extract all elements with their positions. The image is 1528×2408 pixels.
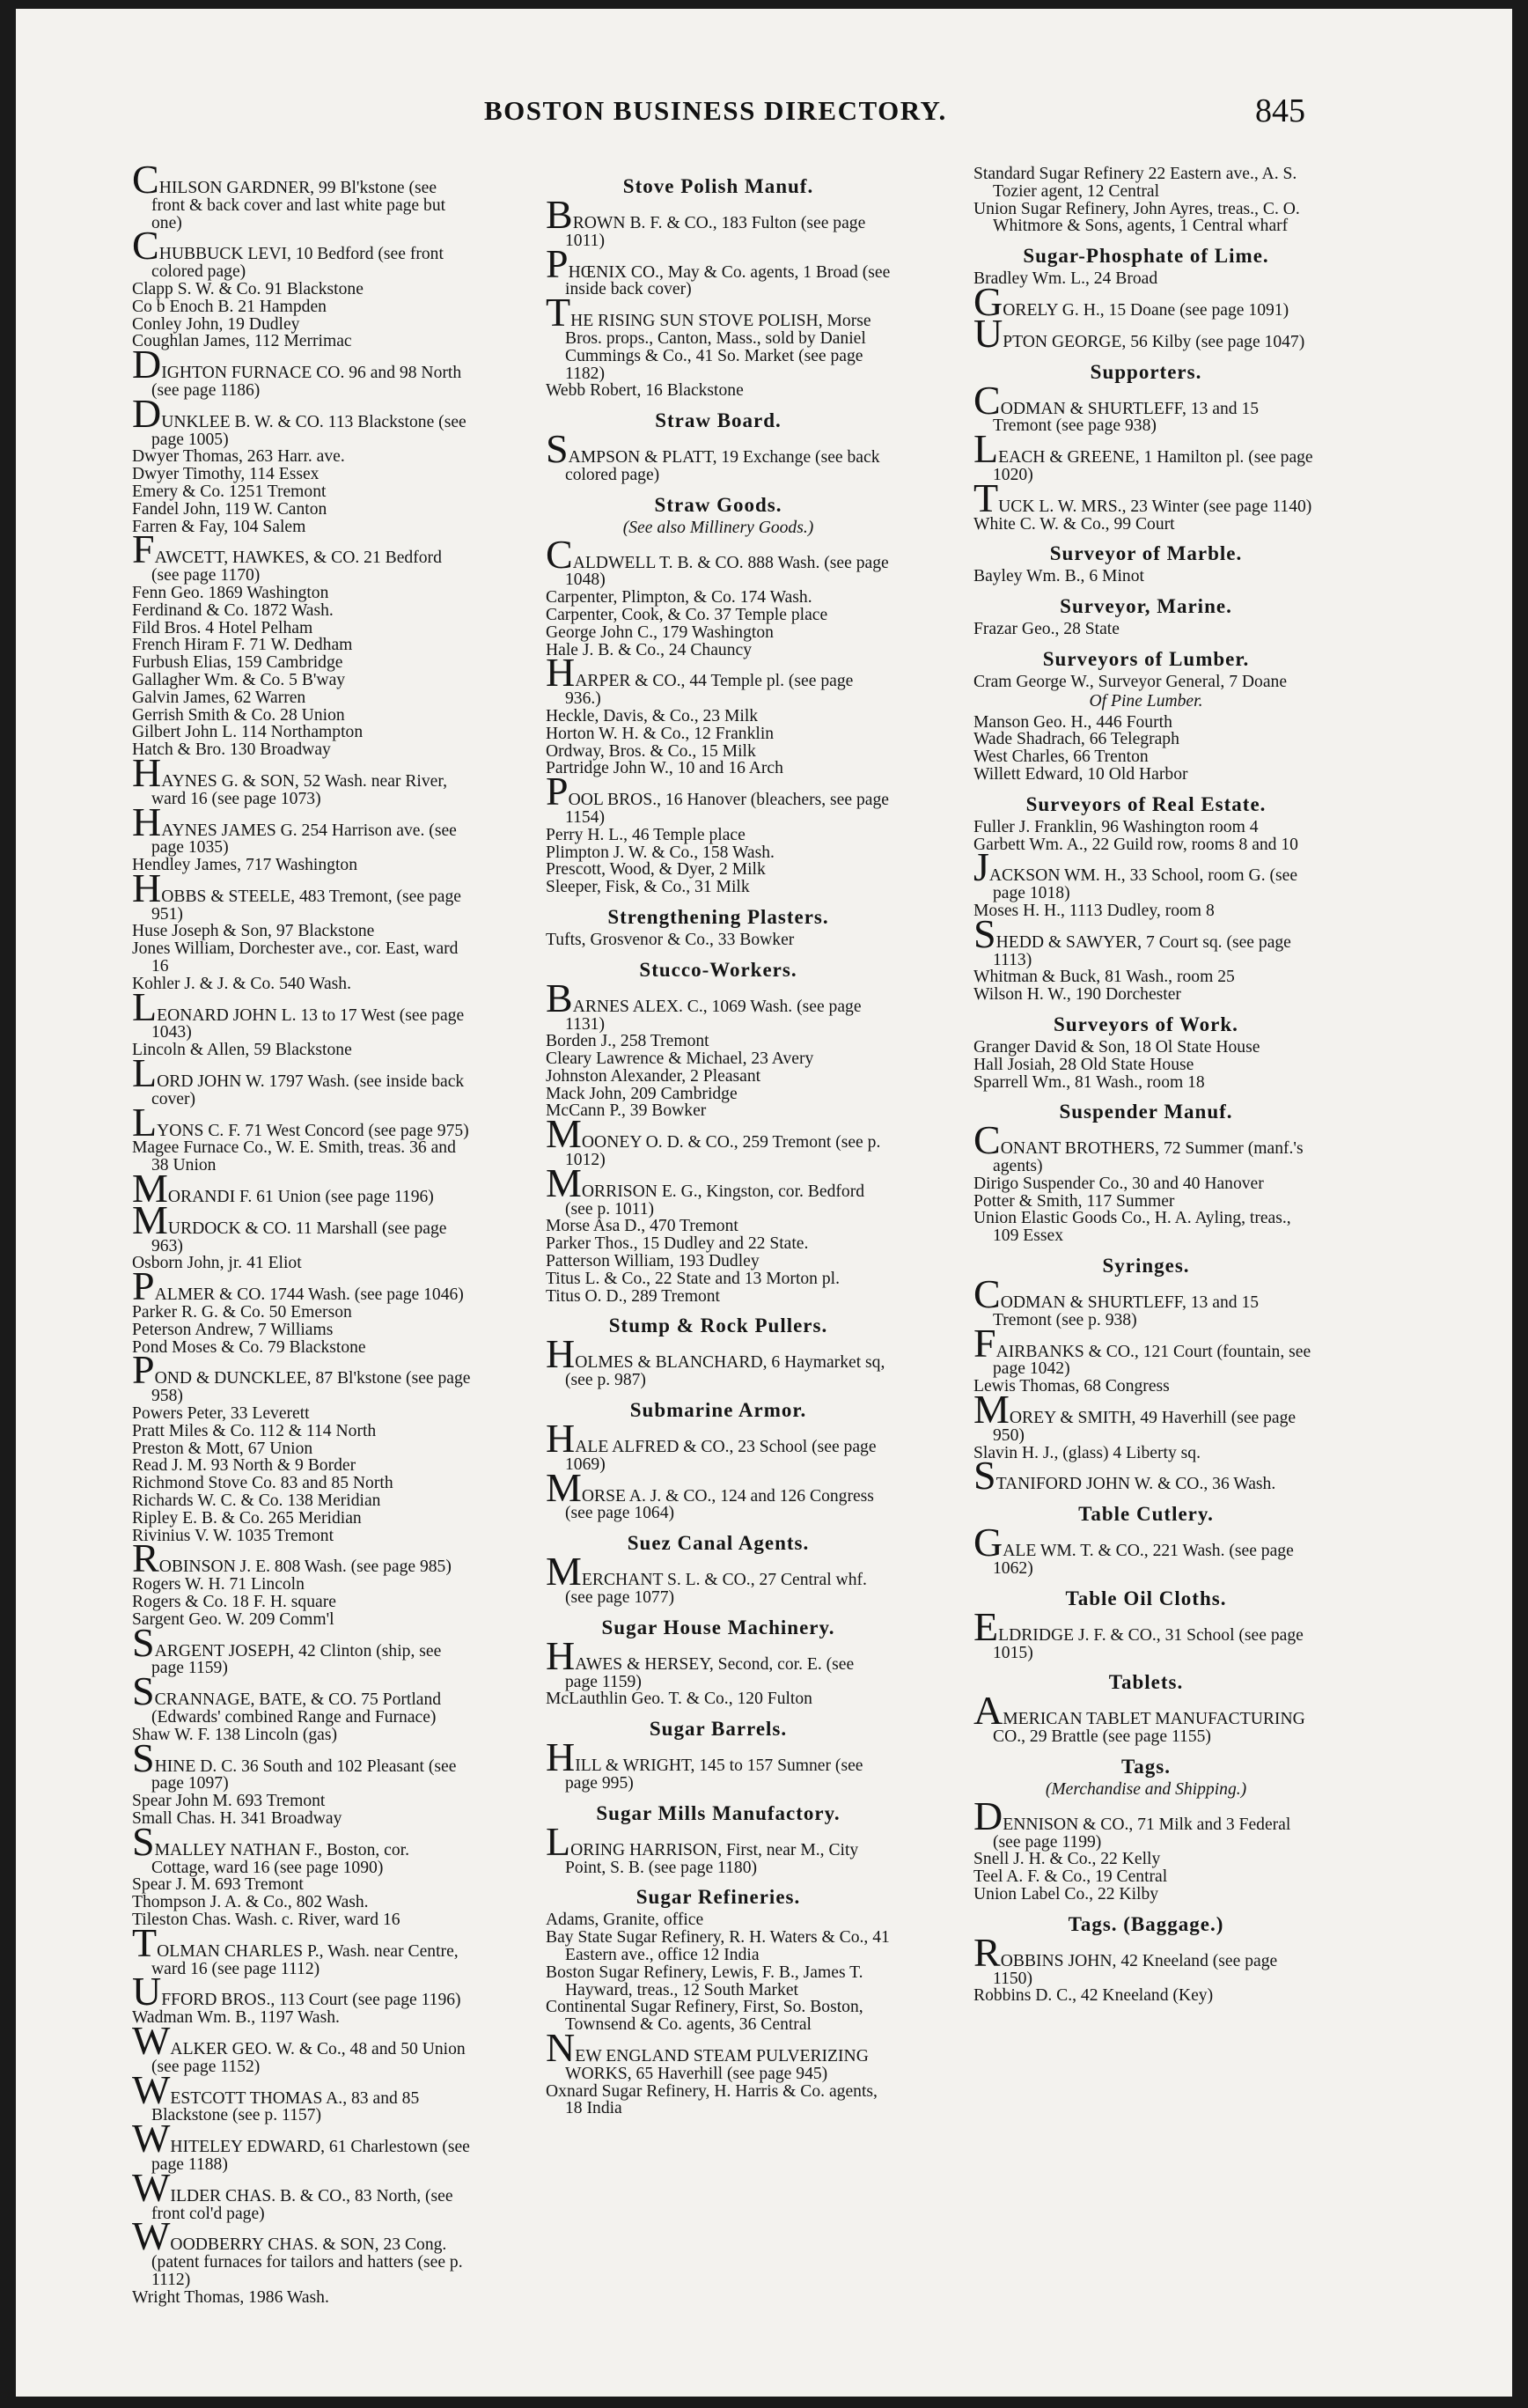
directory-entry: Cleary Lawrence & Michael, 23 Avery — [546, 1049, 814, 1069]
directory-entry: Gallagher Wm. & Co. 5 B'way — [132, 670, 346, 689]
directory-entry: TOLMAN CHARLES P., Wash. near Centre, ward 16 (see page 1112) — [132, 1919, 459, 1978]
directory-entry: ELDRIDGE J. F. & CO., 31 School (see page 1015) — [973, 1603, 1304, 1662]
directory-entry: WHITELEY EDWARD, 61 Charlestown (see page 1188) — [132, 2116, 470, 2174]
directory-entry: White C. W. & Co., 99 Court — [973, 514, 1175, 534]
directory-entry: UFFORD BROS., 113 Court (see page 1196) — [132, 1969, 461, 2014]
directory-entry: Pond Moses & Co. 79 Blackstone — [132, 1337, 366, 1357]
directory-entry: Adams, Granite, office — [546, 1911, 704, 1930]
directory-entry: PHŒNIX CO., May & Co. agents, 1 Broad (see inside back cover) — [546, 240, 891, 299]
section-note: (See also Millinery Goods.) — [622, 518, 814, 537]
section-heading: Straw Board. — [655, 409, 782, 432]
section-heading: Sugar Refineries. — [635, 1886, 801, 1909]
directory-entry: HILL & WRIGHT, 145 to 157 Sumner (see page 995) — [546, 1734, 863, 1793]
directory-entry: SMALLEY NATHAN F., Boston, cor. Cottage, ward 16 (see page 1090) — [132, 1818, 410, 1877]
directory-entry: Wade Shadrach, 66 Telegraph — [973, 730, 1179, 749]
directory-entry: Webb Robert, 16 Blackstone — [546, 381, 744, 401]
page-title: BOSTON BUSINESS DIRECTORY. — [484, 95, 947, 126]
directory-entry: Wadman Wm. B., 1197 Wash. — [132, 2008, 340, 2028]
section-heading: Straw Goods. — [654, 493, 782, 516]
directory-entry: Shaw W. F. 138 Lincoln (gas) — [132, 1725, 337, 1744]
directory-entry: LORING HARRISON, First, near M., City Point, S. B. (see page 1180) — [546, 1818, 859, 1877]
directory-entry: MORSE A. J. & CO., 124 and 126 Congress (see page 1064) — [546, 1464, 874, 1523]
directory-entry: HALE ALFRED & CO., 23 School (see page 1069) — [546, 1416, 877, 1474]
section-heading: Stucco-Workers. — [639, 958, 797, 981]
directory-entry: Gerrish Smith & Co. 28 Union — [132, 705, 345, 725]
directory-entry: Manson Geo. H., 446 Fourth — [973, 712, 1172, 732]
directory-entry: Union Sugar Refinery, John Ayres, treas., C. O. Whitmore & Sons, agents, 1 Central wharf — [973, 199, 1300, 236]
directory-entry: MORRISON E. G., Kingston, cor. Bedford (see p. 1011) — [546, 1160, 865, 1219]
directory-entry: Garbett Wm. A., 22 Guild row, rooms 8 and 10 — [973, 835, 1298, 854]
directory-entry: Partridge John W., 10 and 16 Arch — [546, 759, 783, 778]
section-heading: Tags. (Baggage.) — [1068, 1912, 1224, 1935]
page-number: 845 — [1255, 92, 1305, 129]
directory-entry: Union Label Co., 22 Kilby — [973, 1885, 1159, 1904]
directory-entry: Snell J. H. & Co., 22 Kelly — [973, 1850, 1161, 1869]
section-heading: Syringes. — [1102, 1255, 1190, 1278]
directory-entry: NEW ENGLAND STEAM PULVERIZING WORKS, 65 Haverhill (see page 945) — [546, 2024, 869, 2083]
directory-entry: Dwyer Thomas, 263 Harr. ave. — [132, 447, 345, 467]
directory-entry: Hale J. B. & Co., 24 Chauncy — [546, 640, 753, 659]
directory-entry: Willett Edward, 10 Old Harbor — [973, 764, 1188, 784]
directory-entry: Morse Asa D., 470 Tremont — [546, 1217, 738, 1236]
directory-entry: Union Elastic Goods Co., H. A. Ayling, treas., 109 Essex — [973, 1209, 1291, 1246]
directory-entry: Frazar Geo., 28 State — [973, 620, 1120, 639]
directory-entry: McLauthlin Geo. T. & Co., 120 Fulton — [546, 1690, 812, 1709]
directory-entry: Lewis Thomas, 68 Congress — [973, 1377, 1170, 1396]
section-heading: Suez Canal Agents. — [627, 1532, 810, 1555]
directory-entry: Spear John M. 693 Tremont — [132, 1792, 326, 1811]
directory-entry: Moses H. H., 1113 Dudley, room 8 — [973, 901, 1215, 920]
directory-entry: Read J. M. 93 North & 9 Border — [132, 1456, 356, 1476]
directory-entry: LYONS C. F. 71 West Concord (see page 975) — [132, 1099, 469, 1145]
directory-entry: CHILSON GARDNER, 99 Bl'kstone (see front & back cover and last white page but one) — [132, 157, 446, 232]
directory-entry: Farren & Fay, 104 Salem — [132, 517, 306, 536]
directory-entry: Thompson J. A. & Co., 802 Wash. — [132, 1893, 369, 1912]
directory-entry: Sparrell Wm., 81 Wash., room 18 — [973, 1072, 1205, 1092]
directory-entry: Continental Sugar Refinery, First, So. Boston, Townsend & Co. agents, 36 Central — [546, 1998, 863, 2035]
directory-entry: Fild Bros. 4 Hotel Pelham — [132, 618, 313, 637]
directory-entry: Galvin James, 62 Warren — [132, 688, 306, 707]
directory-entry: WILDER CHAS. B. & CO., 83 North, (see front col'd page) — [132, 2164, 453, 2223]
directory-entry: Fandel John, 119 W. Canton — [132, 499, 327, 519]
directory-entry: Whitman & Buck, 81 Wash., room 25 — [973, 968, 1235, 987]
directory-entry: MOONEY O. D. & CO., 259 Tremont (see p. 1012) — [546, 1111, 881, 1170]
directory-entry: Carpenter, Plimpton, & Co. 174 Wash. — [546, 588, 812, 608]
directory-entry: Furbush Elias, 159 Cambridge — [132, 653, 343, 673]
directory-entry: Prescott, Wood, & Dyer, 2 Milk — [546, 860, 766, 880]
directory-entry: FAIRBANKS & CO., 121 Court (fountain, see page 1042) — [973, 1320, 1311, 1379]
directory-entry: MOREY & SMITH, 49 Haverhill (see page 950) — [973, 1387, 1297, 1445]
directory-entry: Co b Enoch B. 21 Hampden — [132, 297, 327, 316]
directory-entry: Coughlan James, 112 Merrimac — [132, 332, 352, 351]
directory-entry: Kohler J. & J. & Co. 540 Wash. — [132, 974, 351, 993]
directory-entry: DUNKLEE B. W. & CO. 113 Blackstone (see page 1005) — [132, 390, 466, 449]
directory-entry: Gilbert John L. 114 Northampton — [132, 723, 364, 742]
directory-entry: MURDOCK & CO. 11 Marshall (see page 963) — [132, 1197, 447, 1256]
directory-entry: LEONARD JOHN L. 13 to 17 West (see page 1043) — [132, 983, 465, 1042]
directory-entry: DENNISON & CO., 71 Milk and 3 Federal (see page 1199) — [973, 1793, 1291, 1852]
directory-entry: TUCK L. W. MRS., 23 Winter (see page 1140) — [973, 475, 1312, 520]
directory-entry: CODMAN & SHURTLEFF, 13 and 15 Tremont (see p. 938) — [973, 1271, 1260, 1329]
directory-entry: Slavin H. J., (glass) 4 Liberty sq. — [973, 1443, 1201, 1462]
section-heading: Surveyor, Marine. — [1060, 595, 1232, 618]
directory-entry: HAYNES JAMES G. 254 Harrison ave. (see page 1035) — [132, 799, 457, 858]
directory-entry: Oxnard Sugar Refinery, H. Harris & Co. agents, 18 India — [546, 2081, 878, 2118]
directory-entry: French Hiram F. 71 W. Dedham — [132, 636, 353, 655]
column-middle — [546, 166, 891, 2117]
directory-entry: LORD JOHN W. 1797 Wash. (see inside back cover) — [132, 1050, 465, 1108]
directory-entry: George John C., 179 Washington — [546, 622, 774, 642]
section-heading: Tags. — [1121, 1756, 1171, 1778]
directory-entry: Bayley Wm. B., 6 Minot — [973, 567, 1144, 586]
directory-entry: Sargent Geo. W. 209 Comm'l — [132, 1609, 334, 1629]
directory-entry: SCRANNAGE, BATE, & CO. 75 Portland (Edwards' combined Range and Furnace) — [132, 1668, 442, 1727]
section-heading: Tablets. — [1108, 1671, 1184, 1694]
section-heading: Table Cutlery. — [1078, 1503, 1214, 1526]
directory-entry: Lincoln & Allen, 59 Blackstone — [132, 1041, 352, 1060]
directory-entry: Potter & Smith, 117 Summer — [973, 1191, 1175, 1211]
directory-entry: Pratt Miles & Co. 112 & 114 North — [132, 1421, 377, 1440]
directory-entry: CODMAN & SHURTLEFF, 13 and 15 Tremont (see page 938) — [973, 377, 1260, 436]
directory-entry: CHUBBUCK LEVI, 10 Bedford (see front colored page) — [132, 223, 444, 282]
column-right — [973, 166, 1319, 2005]
directory-entry: Ordway, Bros. & Co., 15 Milk — [546, 741, 756, 761]
directory-entry: Emery & Co. 1251 Tremont — [132, 482, 327, 501]
directory-entry: JACKSON WM. H., 33 School, room G. (see page 1018) — [973, 844, 1298, 903]
directory-entry: Plimpton J. W. & Co., 158 Wash. — [546, 843, 775, 862]
directory-entry: Mack John, 209 Cambridge — [546, 1084, 738, 1103]
directory-entry: Wright Thomas, 1986 Wash. — [132, 2287, 329, 2307]
directory-entry: Rogers W. H. 71 Lincoln — [132, 1575, 305, 1594]
directory-entry: Rivinius V. W. 1035 Tremont — [132, 1526, 334, 1545]
directory-entry: CALDWELL T. B. & CO. 888 Wash. (see page 1048) — [546, 531, 889, 590]
directory-entry: Wilson H. W., 190 Dorchester — [973, 985, 1181, 1005]
directory-entry: MERCHANT S. L. & CO., 27 Central whf. (see page 1077) — [546, 1549, 867, 1608]
directory-entry: Jones William, Dorchester ave., cor. East, ward 16 — [132, 939, 459, 976]
directory-entry: Spear J. M. 693 Tremont — [132, 1875, 304, 1895]
directory-entry: Granger David & Son, 18 Ol State House — [973, 1037, 1260, 1057]
directory-entry: SAMPSON & PLATT, 19 Exchange (see back colored page) — [546, 426, 880, 484]
directory-entry: Peterson Andrew, 7 Williams — [132, 1320, 334, 1339]
directory-entry: UPTON GEORGE, 56 Kilby (see page 1047) — [973, 310, 1305, 356]
section-heading: Stove Polish Manuf. — [622, 175, 814, 197]
section-heading: Sugar-Phosphate of Lime. — [1023, 245, 1269, 268]
directory-entry: HAYNES G. & SON, 52 Wash. near River, ward 16 (see page 1073) — [132, 749, 447, 808]
directory-entry: Teel A. F. & Co., 19 Central — [973, 1867, 1168, 1887]
directory-entry: Parker R. G. & Co. 50 Emerson — [132, 1303, 352, 1322]
section-heading: Surveyors of Real Estate. — [1025, 792, 1267, 815]
section-heading: Surveyors of Work. — [1054, 1013, 1238, 1035]
section-heading: Sugar Barrels. — [649, 1718, 788, 1741]
directory-entry: Titus O. D., 289 Tremont — [546, 1286, 720, 1306]
directory-entry: Patterson William, 193 Dudley — [546, 1252, 760, 1271]
directory-entry: WESTCOTT THOMAS A., 83 and 85 Blackstone (see p. 1157) — [132, 2066, 420, 2125]
section-heading: Table Oil Cloths. — [1065, 1587, 1227, 1609]
directory-entry: Richmond Stove Co. 83 and 85 North — [132, 1474, 393, 1493]
directory-entry: GORELY G. H., 15 Doane (see page 1091) — [973, 278, 1289, 324]
directory-entry: STANIFORD JOHN W. & CO., 36 Wash. — [973, 1453, 1276, 1499]
directory-entry: Preston & Mott, 67 Union — [132, 1439, 313, 1458]
section-heading: Stump & Rock Pullers. — [608, 1314, 828, 1337]
directory-entry: FAWCETT, HAWKES, & CO. 21 Bedford (see page 1170) — [132, 527, 442, 585]
directory-entry: Heckle, Davis, & Co., 23 Milk — [546, 706, 759, 725]
directory-entry: PALMER & CO. 1744 Wash. (see page 1046) — [132, 1263, 464, 1309]
section-note: Of Pine Lumber. — [1089, 691, 1203, 711]
directory-entry: SHINE D. C. 36 South and 102 Pleasant (see page 1097) — [132, 1734, 457, 1793]
section-heading: Sugar Mills Manufactory. — [596, 1801, 841, 1824]
directory-entry: Rogers & Co. 18 F. H. square — [132, 1592, 336, 1611]
directory-entry: AMERICAN TABLET MANUFACTURING CO., 29 Brattle (see page 1155) — [973, 1688, 1305, 1747]
directory-page — [16, 9, 1512, 2397]
directory-entry: Horton W. H. & Co., 12 Franklin — [546, 724, 775, 743]
directory-entry: Osborn John, jr. 41 Eliot — [132, 1254, 302, 1273]
directory-entry: Tufts, Grosvenor & Co., 33 Bowker — [546, 930, 795, 949]
directory-entry: Sleeper, Fisk, & Co., 31 Milk — [546, 878, 750, 897]
directory-entry: DIGHTON FURNACE CO. 96 and 98 North (see page 1186) — [132, 342, 462, 400]
directory-entry: Dwyer Timothy, 114 Essex — [132, 465, 320, 484]
directory-entry: Fenn Geo. 1869 Washington — [132, 583, 329, 602]
directory-entry: HAWES & HERSEY, Second, cor. E. (see page 1159) — [546, 1632, 855, 1691]
directory-entry: Perry H. L., 46 Temple place — [546, 825, 746, 844]
directory-entry: HOBBS & STEELE, 483 Tremont, (see page 951) — [132, 865, 461, 924]
directory-entry: Conley John, 19 Dudley — [132, 314, 300, 334]
directory-entry: Hall Josiah, 28 Old State House — [973, 1055, 1194, 1074]
directory-entry: SHEDD & SAWYER, 7 Court sq. (see page 1113) — [973, 910, 1291, 969]
directory-entry: McCann P., 39 Bowker — [546, 1101, 707, 1121]
directory-entry: Johnston Alexander, 2 Pleasant — [546, 1066, 761, 1086]
directory-entry: HARPER & CO., 44 Temple pl. (see page 936.) — [546, 650, 854, 709]
directory-entry: Standard Sugar Refinery 22 Eastern ave., A. S. Tozier agent, 12 Central — [973, 165, 1297, 201]
directory-entry: Titus L. & Co., 22 State and 13 Morton pl. — [546, 1269, 841, 1288]
directory-entry: BARNES ALEX. C., 1069 Wash. (see page 1131) — [546, 975, 862, 1034]
directory-entry: MORANDI F. 61 Union (see page 1196) — [132, 1166, 434, 1211]
directory-entry: WOODBERRY CHAS. & SON, 23 Cong. (patent furnaces for tailors and hatters (see p. 1112) — [132, 2213, 463, 2289]
directory-entry: ROBINSON J. E. 808 Wash. (see page 985) — [132, 1535, 452, 1581]
directory-entry: THE RISING SUN STOVE POLISH, Morse Bros. props., Canton, Mass., sold by Daniel Cummings & Co., 41 So. Market (see page 1182) — [546, 290, 871, 383]
section-heading: Strengthening Plasters. — [607, 905, 829, 928]
directory-entry: Carpenter, Cook, & Co. 37 Temple place — [546, 605, 828, 624]
directory-entry: WALKER GEO. W. & Co., 48 and 50 Union (see page 1152) — [132, 2017, 466, 2076]
directory-entry: Hendley James, 717 Washington — [132, 856, 358, 875]
section-heading: Supporters. — [1090, 360, 1202, 383]
directory-entry: Clapp S. W. & Co. 91 Blackstone — [132, 279, 364, 298]
directory-entry: BROWN B. F. & CO., 183 Fulton (see page 1011) — [546, 192, 866, 250]
directory-entry: Parker Thos., 15 Dudley and 22 State. — [546, 1234, 809, 1254]
directory-entry: CONANT BROTHERS, 72 Summer (manf.'s agents) — [973, 1117, 1304, 1176]
directory-entry: Powers Peter, 33 Leverett — [132, 1404, 310, 1424]
page-header — [16, 92, 1512, 148]
directory-entry: Huse Joseph & Son, 97 Blackstone — [132, 922, 375, 941]
section-heading: Sugar House Machinery. — [601, 1616, 835, 1638]
directory-entry: Dirigo Suspender Co., 30 and 40 Hanover — [973, 1174, 1264, 1193]
section-note: (Merchandise and Shipping.) — [1045, 1780, 1247, 1800]
directory-entry: GALE WM. T. & CO., 221 Wash. (see page 1062) — [973, 1520, 1294, 1579]
directory-entry: SARGENT JOSEPH, 42 Clinton (ship, see page 1159) — [132, 1619, 442, 1678]
section-heading: Suspender Manuf. — [1059, 1101, 1233, 1123]
section-heading: Surveyor of Marble. — [1049, 542, 1243, 565]
directory-entry: Hatch & Bro. 130 Broadway — [132, 740, 331, 760]
directory-entry: Borden J., 258 Tremont — [546, 1032, 709, 1051]
directory-entry: Boston Sugar Refinery, Lewis, F. B., James T. Hayward, treas., 12 South Market — [546, 1962, 863, 1999]
directory-entry: Cram George W., Surveyor General, 7 Doane — [973, 672, 1288, 691]
directory-entry: Ripley E. B. & Co. 265 Meridian — [132, 1508, 362, 1528]
directory-entry: Small Chas. H. 341 Broadway — [132, 1808, 342, 1828]
directory-entry: Bay State Sugar Refinery, R. H. Waters & Co., 41 Eastern ave., office 12 India — [546, 1928, 890, 1964]
directory-entry: West Charles, 66 Trenton — [973, 747, 1149, 767]
directory-entry: Bradley Wm. L., 24 Broad — [973, 269, 1158, 289]
directory-entry: Robbins D. C., 42 Kneeland (Key) — [973, 1986, 1214, 2006]
column-left — [132, 157, 471, 2307]
directory-entry: Tileston Chas. Wash. c. River, ward 16 — [132, 1910, 400, 1929]
directory-entry: HOLMES & BLANCHARD, 6 Haymarket sq, (see p. 987) — [546, 1331, 885, 1390]
directory-entry: Ferdinand & Co. 1872 Wash. — [132, 600, 334, 620]
directory-entry: POND & DUNCKLEE, 87 Bl'kstone (see page 958) — [132, 1347, 471, 1406]
directory-entry: Richards W. C. & Co. 138 Meridian — [132, 1491, 381, 1510]
directory-entry: POOL BROS., 16 Hanover (bleachers, see page 1154) — [546, 769, 889, 827]
directory-entry: Fuller J. Franklin, 96 Washington room 4 — [973, 817, 1259, 836]
section-heading: Submarine Armor. — [629, 1399, 807, 1422]
directory-entry: LEACH & GREENE, 1 Hamilton pl. (see page 1020) — [973, 426, 1313, 484]
directory-entry: Magee Furnace Co., W. E. Smith, treas. 36 and 38 Union — [132, 1138, 456, 1175]
section-heading: Surveyors of Lumber. — [1042, 647, 1250, 670]
directory-entry: ROBBINS JOHN, 42 Kneeland (see page 1150) — [973, 1929, 1278, 1988]
